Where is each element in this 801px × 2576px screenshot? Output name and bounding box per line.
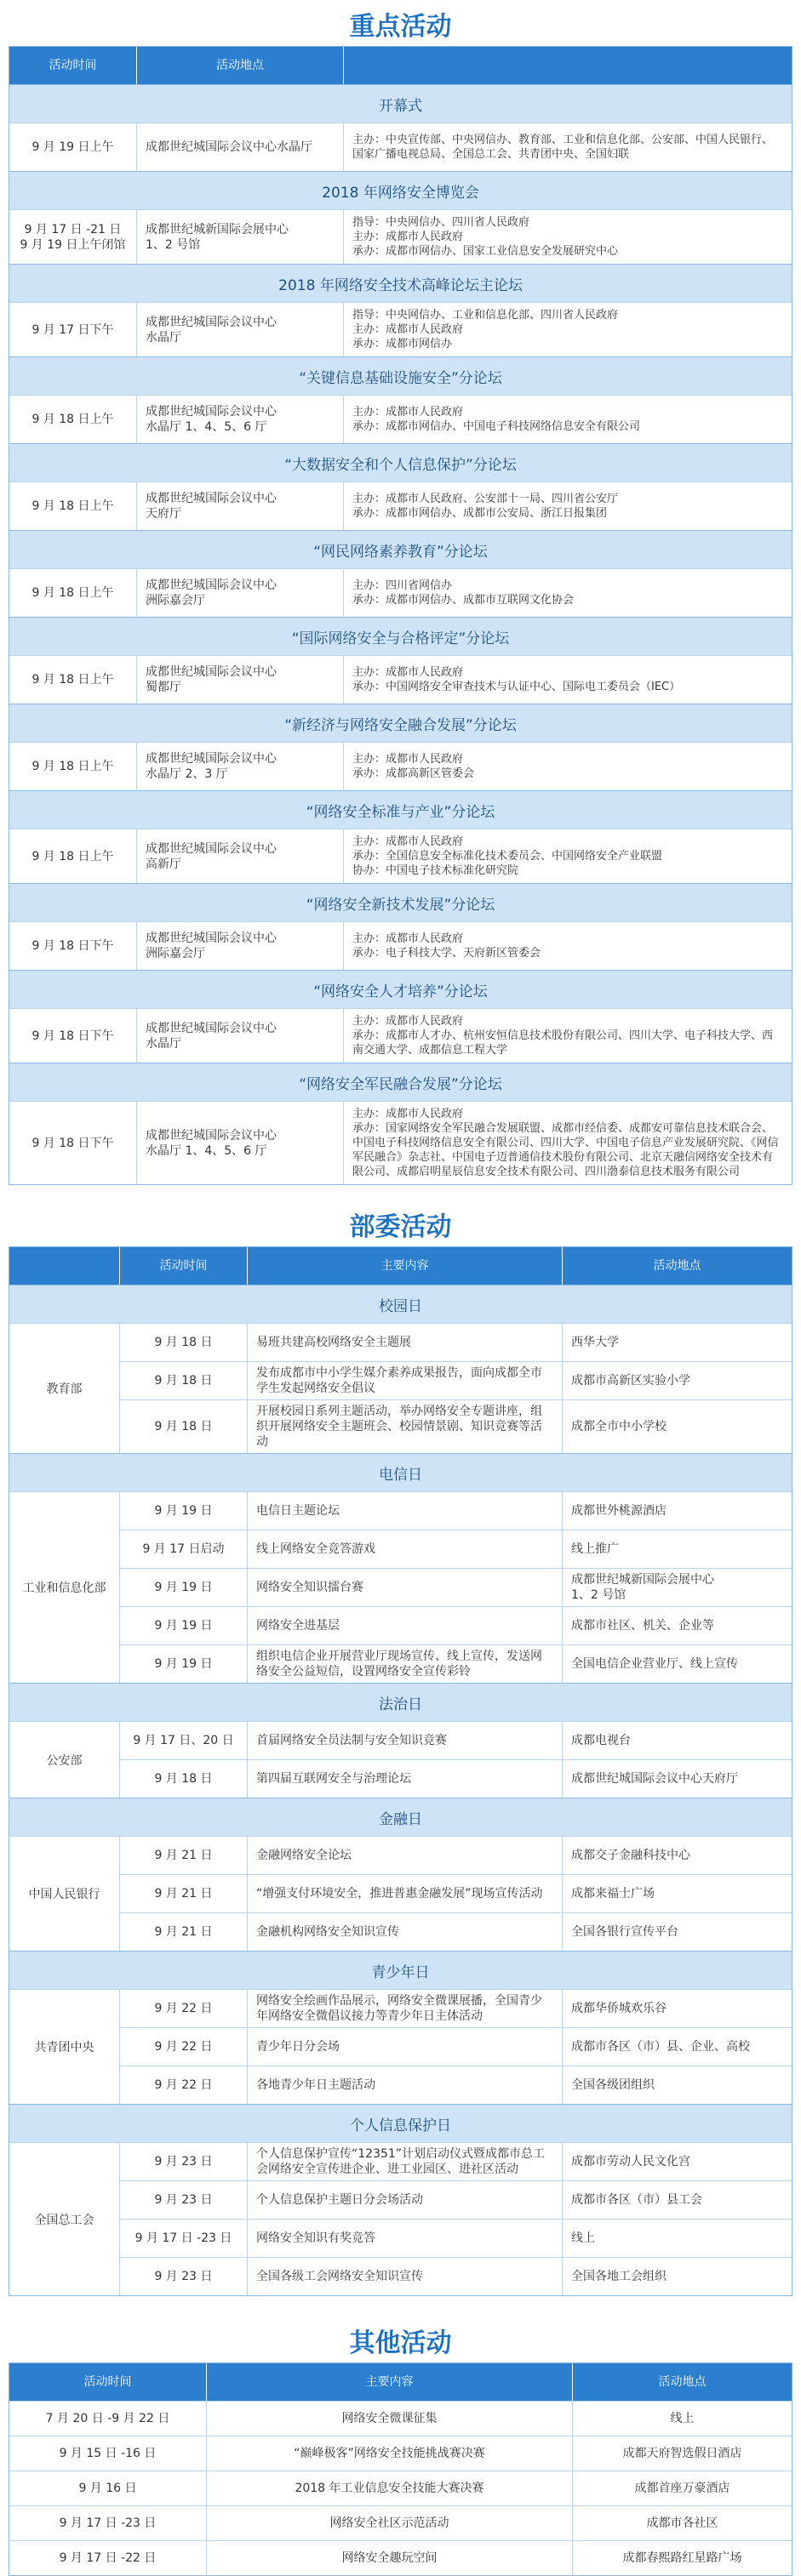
- header-place: 活动地点: [653, 1259, 701, 1273]
- activity-time: 9 月 18 日下午: [9, 922, 137, 970]
- header-place: 活动地点: [658, 2375, 707, 2389]
- group-title: “国际网络安全与合格评定”分论坛: [9, 617, 792, 655]
- section-title-other: 其他活动: [349, 2328, 452, 2358]
- activity-place: 全国各地工会组织: [571, 2270, 667, 2283]
- activity-time: 9 月 17 日下午: [9, 303, 137, 356]
- activity-time: 9 月 19 日: [120, 1645, 248, 1683]
- activity-time: 9 月 18 日下午: [9, 1102, 137, 1184]
- ministry-unit: 全国总工会: [9, 2143, 120, 2295]
- day-rows: [120, 2143, 792, 2295]
- day-rows: [120, 1722, 792, 1798]
- day-title: 校园日: [9, 1285, 792, 1323]
- section-title-ministry: 部委活动: [349, 1212, 452, 1242]
- table-row: [9, 568, 792, 617]
- activity-place: 成都世纪城国际会议中心水晶厅: [137, 123, 344, 171]
- activity-place: 成都华侨城欢乐谷: [571, 2002, 667, 2015]
- activity-time: 9 月 18 日上午: [9, 656, 137, 704]
- activity-time: 9 月 19 日: [120, 1607, 248, 1644]
- activity-organizers: 主办：成都市人民政府、公安部十一局、四川省公安厅 承办：成都市网信办、成都市公安局、浙江日报集团: [352, 493, 619, 520]
- group-title: “大数据安全和个人信息保护”分论坛: [9, 443, 792, 482]
- group-title: “关键信息基础设施安全”分论坛: [9, 356, 792, 395]
- table-header: [9, 1247, 792, 1285]
- header-unit: [9, 1247, 120, 1285]
- activity-place: 成都交子金融科技中心: [571, 1849, 690, 1862]
- activity-place: 线上: [571, 2231, 595, 2245]
- activity-place: 全国各级团组织: [571, 2078, 655, 2092]
- activity-place: 成都世纪城新国际会展中心 1、2 号馆: [137, 210, 344, 264]
- table-row: [120, 1874, 792, 1912]
- day-rows: [120, 1837, 792, 1951]
- activity-content: 各地青少年日主题活动: [248, 2066, 563, 2104]
- header-org: [344, 47, 792, 84]
- day-title: 金融日: [9, 1798, 792, 1836]
- table-header: [9, 47, 792, 84]
- day-block: [9, 1836, 792, 1951]
- table-row: [9, 829, 792, 883]
- activity-place: 成都市高新区实验小学: [571, 1374, 690, 1388]
- table-row: [9, 921, 792, 970]
- activity-content: 青少年日分会场: [248, 2028, 563, 2066]
- activity-time: 9 月 18 日下午: [9, 1009, 137, 1063]
- activity-place: 线上推广: [571, 1542, 619, 1556]
- ministry-unit: 公安部: [9, 1722, 120, 1798]
- activity-time: 9 月 19 日: [120, 1492, 248, 1530]
- activity-organizers: 指导：中央网信办、工业和信息化部、四川省人民政府 主办：成都市人民政府 承办：成都市网信办: [352, 309, 619, 350]
- header-time: 活动时间: [9, 2363, 207, 2401]
- day-block: [9, 1323, 792, 1453]
- section-title-key: 重点活动: [349, 12, 452, 42]
- activity-place: 成都世纪城国际会议中心 水晶厅: [137, 303, 344, 356]
- activity-time: 9 月 18 日: [120, 1362, 248, 1399]
- activity-place: 成都世纪城国际会议中心 天府厅: [137, 482, 344, 530]
- table-row: [120, 2257, 792, 2295]
- activity-place: 成都世纪城国际会议中心 蜀都厅: [137, 656, 344, 704]
- activity-content: 网络安全进基层: [248, 1607, 563, 1644]
- activity-time: 9 月 18 日上午: [9, 829, 137, 883]
- activity-content: 开展校园日系列主题活动，举办网络安全专题讲座，组织开展网络安全主题班会、校园情景剧、知识竞赛等活动: [248, 1400, 563, 1453]
- group-title: 2018 年网络安全技术高峰论坛主论坛: [9, 264, 792, 302]
- activity-content: 第四届互联网安全与治理论坛: [248, 1760, 563, 1798]
- other-activities-table: [9, 2362, 792, 2576]
- activity-time: 9 月 17 日、20 日: [120, 1722, 248, 1759]
- activity-time: 9 月 17 日 -22 日: [9, 2541, 207, 2575]
- activity-organizers: 主办：中央宣传部、中央网信办、教育部、工业和信息化部、公安部、中国人民银行、国家广播电视总局、全国总工会、共青团中央、全国妇联: [352, 134, 774, 161]
- activity-time: 9 月 18 日: [120, 1760, 248, 1798]
- day-title: 电信日: [9, 1453, 792, 1491]
- header-content: 主要内容: [207, 2363, 573, 2401]
- table-row: [120, 1837, 792, 1874]
- group-title: “网络安全新技术发展”分论坛: [9, 883, 792, 921]
- activity-time: 9 月 17 日 -23 日: [9, 2506, 207, 2540]
- activity-place: 成都全市中小学校: [571, 1420, 667, 1433]
- table-row: [9, 209, 792, 264]
- activity-time: 9 月 23 日: [120, 2181, 248, 2219]
- activity-content: 网络安全社区示范活动: [207, 2506, 573, 2540]
- group-title: “网络安全人才培养”分论坛: [9, 970, 792, 1008]
- table-row: [120, 1361, 792, 1399]
- group-title: “网民网络素养教育”分论坛: [9, 530, 792, 568]
- activity-content: 全国各级工会网络安全知识宣传: [248, 2258, 563, 2295]
- table-row: [120, 1912, 792, 1951]
- table-row: [9, 1101, 792, 1184]
- ministry-activities-table: [9, 1246, 792, 2296]
- table-row: [9, 655, 792, 704]
- table-row: [9, 2436, 792, 2471]
- activity-place: 西华大学: [571, 1336, 619, 1349]
- other-activities-section: [0, 2296, 801, 2576]
- activity-place: 成都市劳动人民文化宫: [571, 2155, 690, 2169]
- day-title: 法治日: [9, 1683, 792, 1721]
- table-row: [120, 1759, 792, 1798]
- activity-place: 全国各银行宣传平台: [571, 1925, 678, 1939]
- activity-content: 2018 年工业信息安全技能大赛决赛: [207, 2471, 573, 2505]
- activity-content: 网络安全趣玩空间: [207, 2541, 573, 2575]
- day-rows: [120, 1990, 792, 2104]
- key-activities-table: [9, 46, 792, 1185]
- activity-content: 网络安全知识擂台赛: [248, 1569, 563, 1606]
- activity-time: 9 月 19 日: [120, 1569, 248, 1606]
- activity-place: 线上: [670, 2412, 695, 2425]
- group-title: “新经济与网络安全融合发展”分论坛: [9, 704, 792, 742]
- table-row: [9, 123, 792, 171]
- table-row: [120, 1492, 792, 1530]
- activity-time: 9 月 15 日 -16 日: [9, 2436, 207, 2471]
- table-row: [120, 1324, 792, 1361]
- activity-place: 全国电信企业营业厅、线上宣传: [571, 1657, 738, 1671]
- activity-time: 9 月 18 日: [120, 1324, 248, 1361]
- activity-content: 组织电信企业开展营业厅现场宣传、线上宣传，发送网络安全公益短信，设置网络安全宣传彩铃: [248, 1645, 563, 1683]
- table-row: [120, 2143, 792, 2180]
- table-row: [9, 482, 792, 530]
- table-row: [120, 1530, 792, 1568]
- header-place: 活动地点: [137, 47, 344, 84]
- activity-content: 网络安全知识有奖竞答: [248, 2220, 563, 2257]
- table-row: [120, 2027, 792, 2066]
- activity-organizers: 主办：成都市人民政府 承办：电子科技大学、天府新区管委会: [352, 932, 541, 960]
- activity-place: 成都世纪城国际会议中心 洲际嘉会厅: [137, 922, 344, 970]
- day-block: [9, 1989, 792, 2104]
- table-row: [120, 1644, 792, 1683]
- activity-place: 成都世外桃源酒店: [571, 1504, 667, 1518]
- activity-content: “巅峰极客”网络安全技能挑战赛决赛: [207, 2436, 573, 2471]
- table-row: [9, 1008, 792, 1063]
- activity-content: 金融机构网络安全知识宣传: [248, 1913, 563, 1951]
- activity-content: “增强支付环境安全，推进普惠金融发展”现场宣传活动: [248, 1875, 563, 1912]
- header-content: 主要内容: [248, 1247, 563, 1285]
- day-block: [9, 2142, 792, 2295]
- table-row: [9, 2471, 792, 2505]
- activity-organizers: 主办：四川省网信办 承办：成都市网信办、成都市互联网文化协会: [352, 579, 575, 607]
- key-activities-section: [0, 0, 801, 1185]
- activity-content: 线上网络安全竞答游戏: [248, 1530, 563, 1568]
- activity-time: 9 月 21 日: [120, 1913, 248, 1951]
- table-row: [120, 1722, 792, 1759]
- group-title: 开幕式: [9, 84, 792, 123]
- activity-content: 首届网络安全员法制与安全知识竞赛: [248, 1722, 563, 1759]
- activity-time: 9 月 21 日: [120, 1837, 248, 1874]
- activity-content: 金融网络安全论坛: [248, 1837, 563, 1874]
- activity-place: 成都世纪城国际会议中心 水晶厅 1、4、5、6 厅: [137, 1102, 344, 1184]
- ministry-unit: 工业和信息化部: [9, 1492, 120, 1683]
- activity-place: 成都市各社区: [646, 2516, 718, 2530]
- activity-time: 7 月 20 日 -9 月 22 日: [9, 2402, 207, 2436]
- activity-time: 9 月 21 日: [120, 1875, 248, 1912]
- header-time: 活动时间: [9, 47, 137, 84]
- table-row: [120, 1606, 792, 1644]
- activity-organizers: 主办：成都市人民政府 承办：成都市人才办、杭州安恒信息技术股份有限公司、四川大学、电子科技大学、西南交通大学、成都信息工程大学: [352, 1015, 774, 1057]
- activity-content: 电信日主题论坛: [248, 1492, 563, 1530]
- activity-place: 成都世纪城国际会议中心天府厅: [571, 1772, 738, 1786]
- day-block: [9, 1491, 792, 1683]
- activity-place: 成都世纪城国际会议中心 水晶厅 1、4、5、6 厅: [137, 396, 344, 443]
- table-row: [9, 2540, 792, 2575]
- activity-time: 9 月 23 日: [120, 2143, 248, 2180]
- day-rows: [120, 1492, 792, 1683]
- activity-organizers: 主办：成都市人民政府 承办：成都高新区管委会: [352, 753, 475, 780]
- activity-time: 9 月 18 日上午: [9, 482, 137, 530]
- activity-content: 网络安全微课征集: [207, 2402, 573, 2436]
- activity-content: 个人信息保护主题日分会场活动: [248, 2181, 563, 2219]
- day-title: 青少年日: [9, 1951, 792, 1989]
- activity-content: 发布成都市中小学生媒介素养成果报告，面向成都全市学生发起网络安全倡议: [248, 1362, 563, 1399]
- table-header: [9, 2363, 792, 2401]
- day-block: [9, 1721, 792, 1798]
- table-row: [120, 2219, 792, 2257]
- activity-content: 个人信息保护宣传“12351”计划启动仪式暨成都市总工会网络安全宣传进企业、进工业园区、进社区活动: [248, 2143, 563, 2180]
- activity-organizers: 主办：成都市人民政府 承办：国家网络安全军民融合发展联盟、成都市经信委、成都安可靠信息技术联合会、中国电子科技网络信息安全有限公司、四川大学、中国电子信息产业发展研究院、《网信军民融合》杂志社、中国电子迈普通信技术股份有限公司、北京天融信网络安全技术有限公司、成都启明星辰信息安全技术有限公司、四川渤泰信息技术服务有限公司: [352, 1108, 779, 1178]
- activity-place: 成都来福士广场: [571, 1887, 655, 1901]
- activity-place: 成都世纪城新国际会展中心 1、2 号馆: [571, 1573, 714, 1602]
- activity-place: 成都世纪城国际会议中心 水晶厅 2、3 厅: [137, 743, 344, 790]
- activity-place: 成都市社区、机关、企业等: [571, 1619, 714, 1633]
- activity-time: 9 月 16 日: [9, 2471, 207, 2505]
- activity-time: 9 月 19 日上午: [9, 123, 137, 171]
- activity-time: 9 月 17 日 -23 日: [120, 2220, 248, 2257]
- day-rows: [120, 1324, 792, 1453]
- group-title: “网络安全标准与产业”分论坛: [9, 790, 792, 829]
- table-row: [120, 1399, 792, 1453]
- table-row: [120, 1990, 792, 2027]
- activity-place: 成都首座万豪酒店: [634, 2482, 730, 2495]
- activity-time: 9 月 18 日: [120, 1400, 248, 1453]
- activity-organizers: 主办：成都市人民政府 承办：全国信息安全标准化技术委员会、中国网络安全产业联盟 协办：中国电子技术标准化研究院: [352, 835, 663, 877]
- activity-place: 成都市各区（市）县工会: [571, 2193, 702, 2207]
- ministry-unit: 共青团中央: [9, 1990, 120, 2104]
- ministry-unit: 教育部: [9, 1324, 120, 1453]
- activity-time: 9 月 22 日: [120, 2028, 248, 2066]
- activity-time: 9 月 22 日: [120, 1990, 248, 2027]
- activity-place: 成都电视台: [571, 1734, 631, 1747]
- activity-content: 易班共建高校网络安全主题展: [248, 1324, 563, 1361]
- activity-time: 9 月 17 日启动: [120, 1530, 248, 1568]
- activity-organizers: 主办：成都市人民政府 承办：成都市网信办、中国电子科技网络信息安全有限公司: [352, 406, 641, 433]
- table-row: [9, 395, 792, 443]
- activity-place: 成都世纪城国际会议中心 高新厅: [137, 829, 344, 883]
- table-row: [120, 1568, 792, 1606]
- activity-time: 9 月 17 日 -21 日 9 月 19 日上午闭馆: [9, 210, 137, 264]
- table-row: [9, 2401, 792, 2436]
- activity-place: 成都世纪城国际会议中心 水晶厅: [137, 1009, 344, 1063]
- table-row: [120, 2066, 792, 2104]
- table-row: [120, 2180, 792, 2219]
- ministry-activities-section: [0, 1185, 801, 2296]
- table-row: [9, 2505, 792, 2540]
- activity-time: 9 月 18 日上午: [9, 396, 137, 443]
- activity-time: 9 月 18 日上午: [9, 743, 137, 790]
- activity-organizers: 指导：中央网信办、四川省人民政府 主办：成都市人民政府 承办：成都市网信办、国家工业信息安全发展研究中心: [352, 216, 619, 258]
- activity-time: 9 月 22 日: [120, 2066, 248, 2104]
- day-title: 个人信息保护日: [9, 2104, 792, 2142]
- header-time: 活动时间: [120, 1247, 248, 1285]
- table-row: [9, 302, 792, 356]
- activity-content: 网络安全绘画作品展示，网络安全微课展播，全国青少年网络安全微倡议接力等青少年日主体活动: [248, 1990, 563, 2027]
- group-title: 2018 年网络安全博览会: [9, 171, 792, 209]
- ministry-unit: 中国人民银行: [9, 1837, 120, 1951]
- activity-place: 成都市各区（市）县、企业、高校: [571, 2040, 750, 2054]
- group-title: “网络安全军民融合发展”分论坛: [9, 1063, 792, 1101]
- activity-place: 成都天府智选假日酒店: [622, 2447, 742, 2460]
- activity-time: 9 月 18 日上午: [9, 569, 137, 617]
- activity-place: 成都春熙路红星路广场: [622, 2551, 742, 2565]
- activity-time: 9 月 23 日: [120, 2258, 248, 2295]
- table-row: [9, 742, 792, 790]
- activity-organizers: 主办：成都市人民政府 承办：中国网络安全审查技术与认证中心、国际电工委员会（IEC）: [352, 666, 681, 693]
- activity-place: 成都世纪城国际会议中心 洲际嘉会厅: [137, 569, 344, 617]
